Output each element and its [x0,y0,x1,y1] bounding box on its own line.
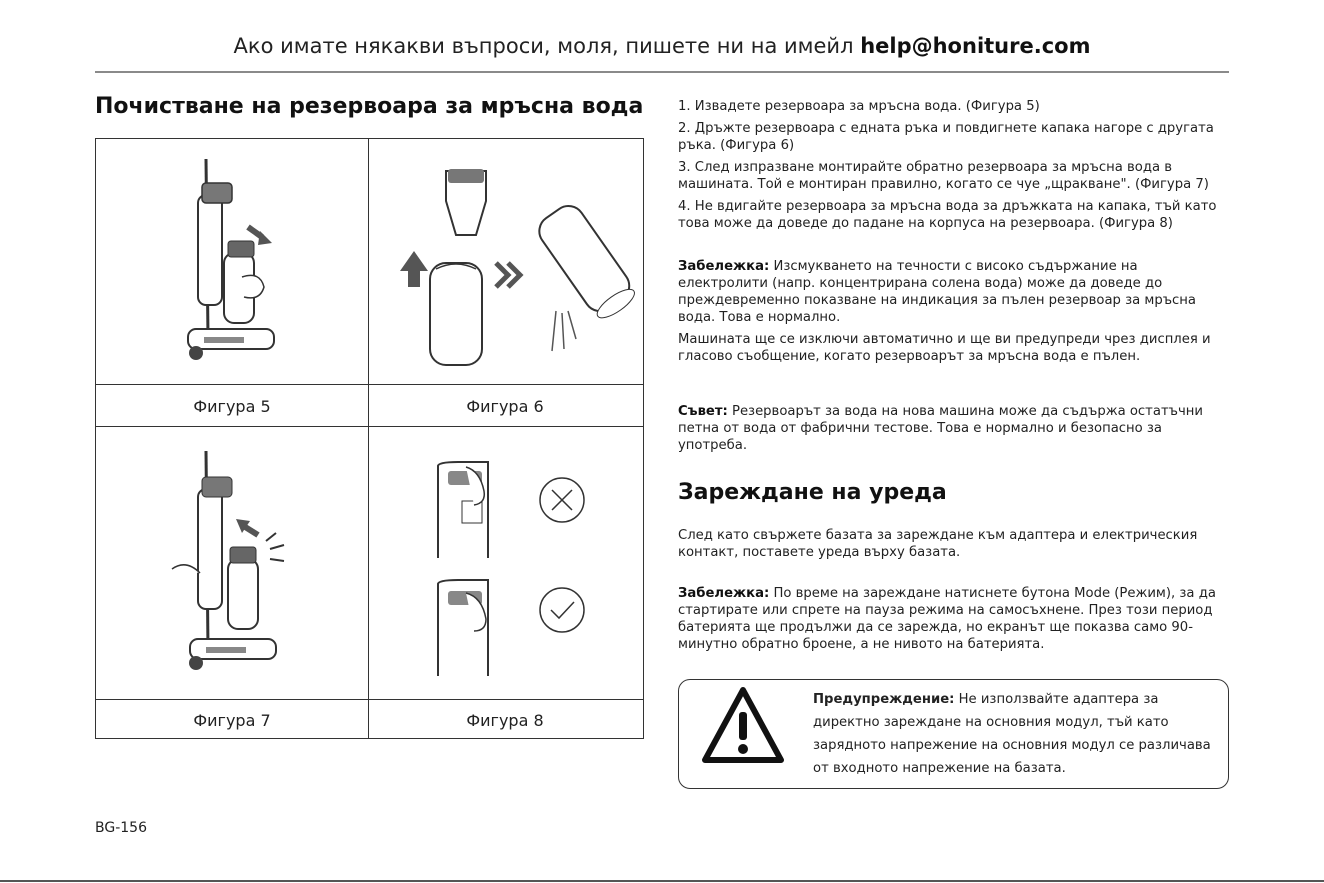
warning-label: Предупреждение: [813,692,955,707]
figure-caption: Фигура 8 [466,711,544,730]
figure-caption: Фигура 7 [193,711,271,730]
page-number: BG-156 [95,820,147,836]
warning-text-block [813,688,1213,780]
tank-lid-illustration [396,151,636,376]
tip-label: Съвет: [678,404,728,419]
grid-divider [96,426,643,427]
figure-grid [95,138,644,739]
grid-divider [96,699,643,700]
tip-text: Резервоарът за вода на нова машина може да съдържа остатъчни петна от вода от фабрични тестове. Това е нормално и безопасно за употреба. [678,404,1203,453]
charging-note [678,585,1230,653]
charging-intro [678,527,1230,561]
note-block [678,258,1230,365]
header-divider [95,71,1229,73]
tip-block [678,403,1230,454]
figure-caption: Фигура 5 [193,397,271,416]
grid-divider [96,384,643,385]
warning-box [678,679,1229,789]
note-text: Изсмукването на течности с високо съдържание на електролити (напр. концентрирана солена вода) може да доведе до преждевременно показване на индикация за пълен резервоар за мръсна вода. Това е нормално. [678,259,1196,325]
check-circle-icon [537,585,587,635]
note-label: Забележка: [678,259,770,274]
section-title-tank: Почистване на резервоара за мръсна вода [95,94,644,119]
charging-intro-text: След като свържете базата за зареждане към адаптера и електрическия контакт, поставете уреда върху базата. [678,528,1198,560]
step-item: 2. Дръжте резервоара с едната ръка и повдигнете капака нагоре с другата ръка. (Фигура 6) [678,121,1214,153]
page-header [0,34,1324,58]
note-extra-text: Машината ще се изключи автоматично и ще ви предупреди чрез дисплея и гласово съобщение, когато резервоарът за мръсна вода е пълен. [678,332,1211,364]
tank-grip-illustration [426,461,626,686]
cross-circle-icon [537,475,587,525]
warning-text: Не използвайте адаптера за директно зареждане на основния модул, тъй като зарядното напрежение на основния модул се различава от входното напрежение на базата. [813,692,1211,776]
note-text: По време на зареждане натиснете бутона Mode (Режим), за да стартирате или спрете на пауза режима на самосъхнене. През този период батерията ще продължи да се зарежда, но екранът ще показва само 90-минутно обратно броене, а не нивото на батерията. [678,586,1216,652]
step-item: 1. Извадете резервоара за мръсна вода. (Фигура 5) [678,99,1040,114]
header-text: Ако имате някакви въпроси, моля, пишете ни на имейл [233,34,861,58]
footer-divider [0,880,1324,882]
note-label: Забележка: [678,586,770,601]
header-email[interactable]: help@honiture.com [860,34,1091,58]
step-item: 3. След изпразване монтирайте обратно резервоара за мръсна вода в машината. Той е монтиран правилно, когато се чуе „щракване". (Фигура 7) [678,160,1209,192]
vacuum-illustration [176,157,296,372]
section-title-charging: Зареждане на уреда [678,480,947,505]
vacuum-illustration [166,449,306,679]
figure-caption: Фигура 6 [466,397,544,416]
grid-divider-vertical [368,139,369,738]
steps-list [678,98,1230,232]
warning-triangle-icon [701,686,785,766]
step-item: 4. Не вдигайте резервоара за мръсна вода за дръжката на капака, тъй като това може да доведе до падане на корпуса на резервоара. (Фигура 8) [678,199,1217,231]
